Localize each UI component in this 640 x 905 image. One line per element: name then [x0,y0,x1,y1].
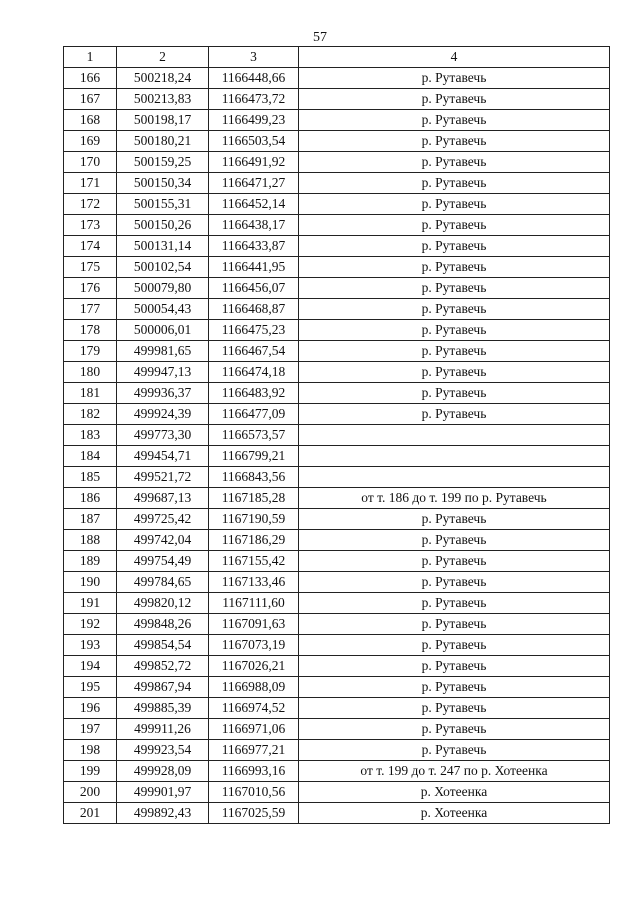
table-row [64,740,610,761]
description-cell: р. Рутавечь [299,131,610,152]
point-number-cell: 185 [64,467,117,488]
description-cell: р. Рутавечь [299,572,610,593]
point-number-cell: 198 [64,740,117,761]
y-coordinate-cell: 1167010,56 [209,782,299,803]
point-number-cell: 189 [64,551,117,572]
table-row [64,719,610,740]
table-row [64,89,610,110]
x-coordinate-cell: 500218,24 [117,68,209,89]
x-coordinate-cell: 500213,83 [117,89,209,110]
column-header-3: 3 [209,47,299,68]
table-row [64,320,610,341]
point-number-cell: 184 [64,446,117,467]
x-coordinate-cell: 500155,31 [117,194,209,215]
point-number-cell: 170 [64,152,117,173]
description-cell: р. Рутавечь [299,68,610,89]
y-coordinate-cell: 1166483,92 [209,383,299,404]
x-coordinate-cell: 500102,54 [117,257,209,278]
description-cell: р. Рутавечь [299,236,610,257]
coordinates-table [63,46,610,824]
description-cell: р. Рутавечь [299,509,610,530]
description-cell: р. Рутавечь [299,593,610,614]
table-row [64,761,610,782]
y-coordinate-cell: 1167073,19 [209,635,299,656]
table-row [64,635,610,656]
y-coordinate-cell: 1167026,21 [209,656,299,677]
description-cell: р. Рутавечь [299,635,610,656]
description-cell: р. Рутавечь [299,677,610,698]
description-cell: р. Рутавечь [299,530,610,551]
description-cell: р. Рутавечь [299,383,610,404]
y-coordinate-cell: 1166448,66 [209,68,299,89]
table-row [64,677,610,698]
point-number-cell: 182 [64,404,117,425]
description-cell: р. Рутавечь [299,740,610,761]
point-number-cell: 173 [64,215,117,236]
table-row [64,278,610,299]
description-cell: от т. 199 до т. 247 по р. Хотеенка [299,761,610,782]
y-coordinate-cell: 1166971,06 [209,719,299,740]
point-number-cell: 168 [64,110,117,131]
y-coordinate-cell: 1167186,29 [209,530,299,551]
point-number-cell: 174 [64,236,117,257]
point-number-cell: 169 [64,131,117,152]
table-row [64,467,610,488]
table-row [64,803,610,824]
x-coordinate-cell: 500159,25 [117,152,209,173]
y-coordinate-cell: 1166977,21 [209,740,299,761]
x-coordinate-cell: 500131,14 [117,236,209,257]
table-row [64,362,610,383]
y-coordinate-cell: 1166974,52 [209,698,299,719]
y-coordinate-cell: 1166452,14 [209,194,299,215]
page-number: 57 [313,30,327,45]
point-number-cell: 196 [64,698,117,719]
description-cell: р. Хотеенка [299,782,610,803]
x-coordinate-cell: 500054,43 [117,299,209,320]
description-cell: р. Рутавечь [299,257,610,278]
point-number-cell: 194 [64,656,117,677]
x-coordinate-cell: 499852,72 [117,656,209,677]
x-coordinate-cell: 499936,37 [117,383,209,404]
table-row [64,614,610,635]
description-cell: р. Рутавечь [299,194,610,215]
x-coordinate-cell: 499854,54 [117,635,209,656]
y-coordinate-cell: 1166477,09 [209,404,299,425]
table-row [64,257,610,278]
y-coordinate-cell: 1166573,57 [209,425,299,446]
description-cell: р. Рутавечь [299,110,610,131]
table-row [64,425,610,446]
table-row [64,152,610,173]
y-coordinate-cell: 1167185,28 [209,488,299,509]
description-cell [299,425,610,446]
description-cell: р. Рутавечь [299,698,610,719]
y-coordinate-cell: 1167025,59 [209,803,299,824]
point-number-cell: 175 [64,257,117,278]
description-cell: р. Рутавечь [299,299,610,320]
y-coordinate-cell: 1166474,18 [209,362,299,383]
table-row [64,509,610,530]
table-row [64,551,610,572]
description-cell: р. Рутавечь [299,362,610,383]
point-number-cell: 195 [64,677,117,698]
description-cell: р. Рутавечь [299,215,610,236]
x-coordinate-cell: 499521,72 [117,467,209,488]
table-row [64,404,610,425]
point-number-cell: 180 [64,362,117,383]
x-coordinate-cell: 499820,12 [117,593,209,614]
point-number-cell: 177 [64,299,117,320]
column-header-4: 4 [299,47,610,68]
description-cell: р. Рутавечь [299,614,610,635]
y-coordinate-cell: 1166503,54 [209,131,299,152]
point-number-cell: 179 [64,341,117,362]
x-coordinate-cell: 499981,65 [117,341,209,362]
table-row [64,68,610,89]
y-coordinate-cell: 1167190,59 [209,509,299,530]
table-row [64,656,610,677]
table-body [64,68,610,824]
table-row [64,698,610,719]
x-coordinate-cell: 499725,42 [117,509,209,530]
x-coordinate-cell: 500150,34 [117,173,209,194]
x-coordinate-cell: 500079,80 [117,278,209,299]
column-header-2: 2 [117,47,209,68]
x-coordinate-cell: 500006,01 [117,320,209,341]
point-number-cell: 187 [64,509,117,530]
description-cell: р. Хотеенка [299,803,610,824]
x-coordinate-cell: 499754,49 [117,551,209,572]
description-cell: р. Рутавечь [299,404,610,425]
y-coordinate-cell: 1167111,60 [209,593,299,614]
x-coordinate-cell: 499848,26 [117,614,209,635]
description-cell: р. Рутавечь [299,278,610,299]
table-row [64,194,610,215]
column-header-1: 1 [64,47,117,68]
table-row [64,383,610,404]
description-cell: р. Рутавечь [299,320,610,341]
x-coordinate-cell: 499784,65 [117,572,209,593]
table-row [64,236,610,257]
y-coordinate-cell: 1166441,95 [209,257,299,278]
y-coordinate-cell: 1166843,56 [209,467,299,488]
description-cell: от т. 186 до т. 199 по р. Рутавечь [299,488,610,509]
y-coordinate-cell: 1166475,23 [209,320,299,341]
y-coordinate-cell: 1166799,21 [209,446,299,467]
x-coordinate-cell: 500150,26 [117,215,209,236]
point-number-cell: 193 [64,635,117,656]
description-cell: р. Рутавечь [299,551,610,572]
x-coordinate-cell: 499773,30 [117,425,209,446]
x-coordinate-cell: 499867,94 [117,677,209,698]
table-row [64,530,610,551]
y-coordinate-cell: 1166456,07 [209,278,299,299]
point-number-cell: 197 [64,719,117,740]
x-coordinate-cell: 499947,13 [117,362,209,383]
point-number-cell: 200 [64,782,117,803]
y-coordinate-cell: 1167133,46 [209,572,299,593]
table-row [64,131,610,152]
y-coordinate-cell: 1167091,63 [209,614,299,635]
x-coordinate-cell: 499885,39 [117,698,209,719]
y-coordinate-cell: 1166473,72 [209,89,299,110]
y-coordinate-cell: 1166499,23 [209,110,299,131]
x-coordinate-cell: 500198,17 [117,110,209,131]
x-coordinate-cell: 499454,71 [117,446,209,467]
table-header-row [64,47,610,68]
y-coordinate-cell: 1166993,16 [209,761,299,782]
y-coordinate-cell: 1166471,27 [209,173,299,194]
point-number-cell: 172 [64,194,117,215]
table-row [64,488,610,509]
y-coordinate-cell: 1167155,42 [209,551,299,572]
table-row [64,782,610,803]
point-number-cell: 181 [64,383,117,404]
point-number-cell: 199 [64,761,117,782]
x-coordinate-cell: 499687,13 [117,488,209,509]
table-row [64,215,610,236]
description-cell [299,467,610,488]
point-number-cell: 190 [64,572,117,593]
x-coordinate-cell: 499742,04 [117,530,209,551]
table-row [64,110,610,131]
x-coordinate-cell: 499911,26 [117,719,209,740]
table-row [64,572,610,593]
x-coordinate-cell: 499928,09 [117,761,209,782]
description-cell [299,446,610,467]
point-number-cell: 186 [64,488,117,509]
point-number-cell: 188 [64,530,117,551]
description-cell: р. Рутавечь [299,173,610,194]
point-number-cell: 201 [64,803,117,824]
point-number-cell: 176 [64,278,117,299]
y-coordinate-cell: 1166491,92 [209,152,299,173]
point-number-cell: 192 [64,614,117,635]
description-cell: р. Рутавечь [299,152,610,173]
x-coordinate-cell: 499892,43 [117,803,209,824]
x-coordinate-cell: 499924,39 [117,404,209,425]
y-coordinate-cell: 1166467,54 [209,341,299,362]
x-coordinate-cell: 500180,21 [117,131,209,152]
point-number-cell: 171 [64,173,117,194]
x-coordinate-cell: 499923,54 [117,740,209,761]
description-cell: р. Рутавечь [299,656,610,677]
table-row [64,593,610,614]
y-coordinate-cell: 1166438,17 [209,215,299,236]
point-number-cell: 191 [64,593,117,614]
y-coordinate-cell: 1166988,09 [209,677,299,698]
point-number-cell: 183 [64,425,117,446]
point-number-cell: 167 [64,89,117,110]
y-coordinate-cell: 1166433,87 [209,236,299,257]
point-number-cell: 166 [64,68,117,89]
table-row [64,299,610,320]
table-row [64,173,610,194]
table-row [64,446,610,467]
table-row [64,341,610,362]
description-cell: р. Рутавечь [299,341,610,362]
description-cell: р. Рутавечь [299,719,610,740]
point-number-cell: 178 [64,320,117,341]
y-coordinate-cell: 1166468,87 [209,299,299,320]
description-cell: р. Рутавечь [299,89,610,110]
x-coordinate-cell: 499901,97 [117,782,209,803]
